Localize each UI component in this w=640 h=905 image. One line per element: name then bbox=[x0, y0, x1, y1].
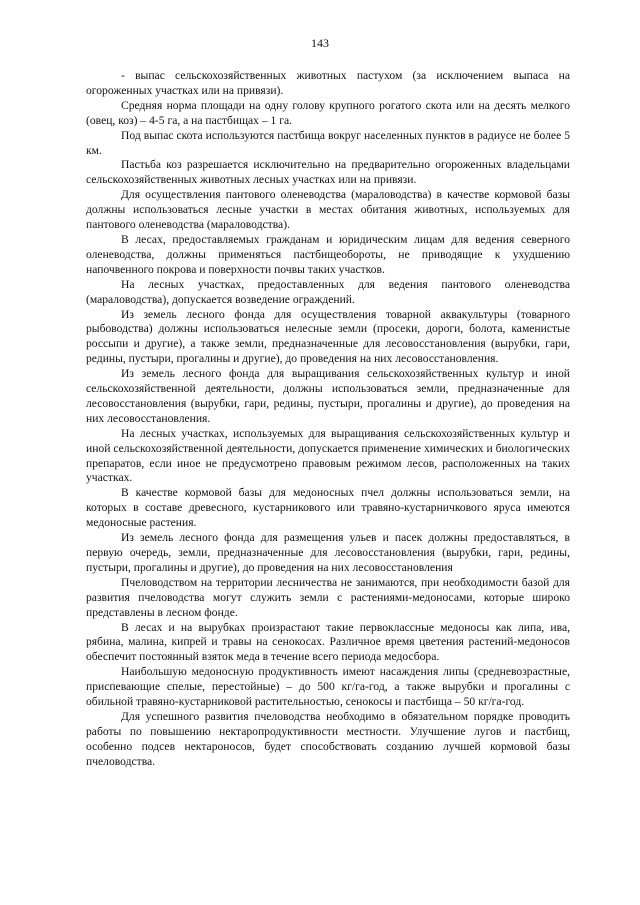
paragraph: Средняя норма площади на одну голову крупного рогатого скота или на десять мелкого (овец, коз) – 4-5 га, а на пастбищах – 1 га. bbox=[86, 98, 570, 127]
paragraph: Из земель лесного фонда для размещения ульев и пасек должны предоставляться, в первую очередь, земли, предназначенные для лесовосстановления (вырубки, гари, редины, пустыри, прогалины и другие), до проведения на них лесовосстановления bbox=[86, 531, 570, 574]
paragraph: В лесах, предоставляемых гражданам и юридическим лицам для ведения северного оленеводства, должны применяться пастбищеобороты, не приводящие к ухудшению напочвенного покрова и поверхности почвы таких участков. bbox=[86, 232, 570, 276]
paragraph: Пастьба коз разрешается исключительно на предварительно огороженных владельцами сельскохозяйственных животных лесных участках или на привязи. bbox=[86, 158, 570, 187]
paragraph: Для осуществления пантового оленеводства (мараловодства) в качестве кормовой базы должны использоваться лесные участки в местах обитания животных, используемых для пантового оленеводства (мараловодства). bbox=[86, 188, 570, 232]
paragraph: Из земель лесного фонда для осуществления товарной аквакультуры (товарного рыбоводства) должны использоваться нелесные земли (просеки, дороги, болота, каменистые россыпи и другие), а также земли, предназначенные для лесовосстановления (вырубки, гари, редины, пустыри, прогалины и другие), до проведения на них лесовосстановления. bbox=[86, 307, 570, 366]
paragraph: На лесных участках, предоставленных для ведения пантового оленеводства (мараловодства), допускается возведение ограждений. bbox=[86, 277, 570, 306]
paragraph: В качестве кормовой базы для медоносных пчел должны использоваться земли, на которых в составе древесного, кустарникового или травяно-кустарничкового яруса имеются медоносные растения. bbox=[86, 486, 570, 530]
page-number: 143 bbox=[311, 36, 329, 50]
paragraph: Под выпас скота используются пастбища вокруг населенных пунктов в радиусе не более 5 км. bbox=[86, 128, 570, 157]
paragraph: В лесах и на вырубках произрастают такие первоклассные медоносы как липа, ива, рябина, малина, кипрей и травы на сенокосах. Различное время цветения растений-медоносов обеспечит постоянный взяток меда в течение всего периода медосбора. bbox=[86, 620, 570, 664]
paragraph: Из земель лесного фонда для выращивания сельскохозяйственных культур и иной сельскохозяйственной деятельности, должны использоваться земли, предназначенные для лесовосстановления (вырубки, гари, редины, пустыри, прогалины и другие), до проведения на них лесовосстановления. bbox=[86, 367, 570, 425]
paragraph: Для успешного развития пчеловодства необходимо в обязательном порядке проводить работы по повышению нектаропродуктивности местности. Улучшение лугов и пастбищ, особенно подсев нектароносов, будет способствовать созданию лучшей кормовой базы пчеловодства. bbox=[86, 709, 570, 768]
page-body bbox=[86, 69, 570, 770]
paragraph: Пчеловодством на территории лесничества не занимаются, при необходимости базой для развития пчеловодства могут служить земли с растениями-медоносами, которые широко представлены в лесном фонде. bbox=[86, 575, 570, 619]
paragraph: На лесных участках, используемых для выращивания сельскохозяйственных культур и иной сельскохозяйственной деятельности, допускается применение химических и биологических препаратов, если иное не предусмотрено правовым режимом лесов, расположенных на таких участках. bbox=[86, 426, 570, 485]
paragraph: Наибольшую медоносную продуктивность имеют насаждения липы (средневозрастные, приспевающие спелые, перестойные) – до 500 кг/га-год, а также вырубки и прогалины с обильной травяно-кустарниковой растительностью, сенокосы и пастбища – 50 кг/га-год. bbox=[86, 665, 570, 709]
paragraph: - выпас сельскохозяйственных животных пастухом (за исключением выпаса на огороженных участках или на привязи). bbox=[86, 69, 570, 97]
